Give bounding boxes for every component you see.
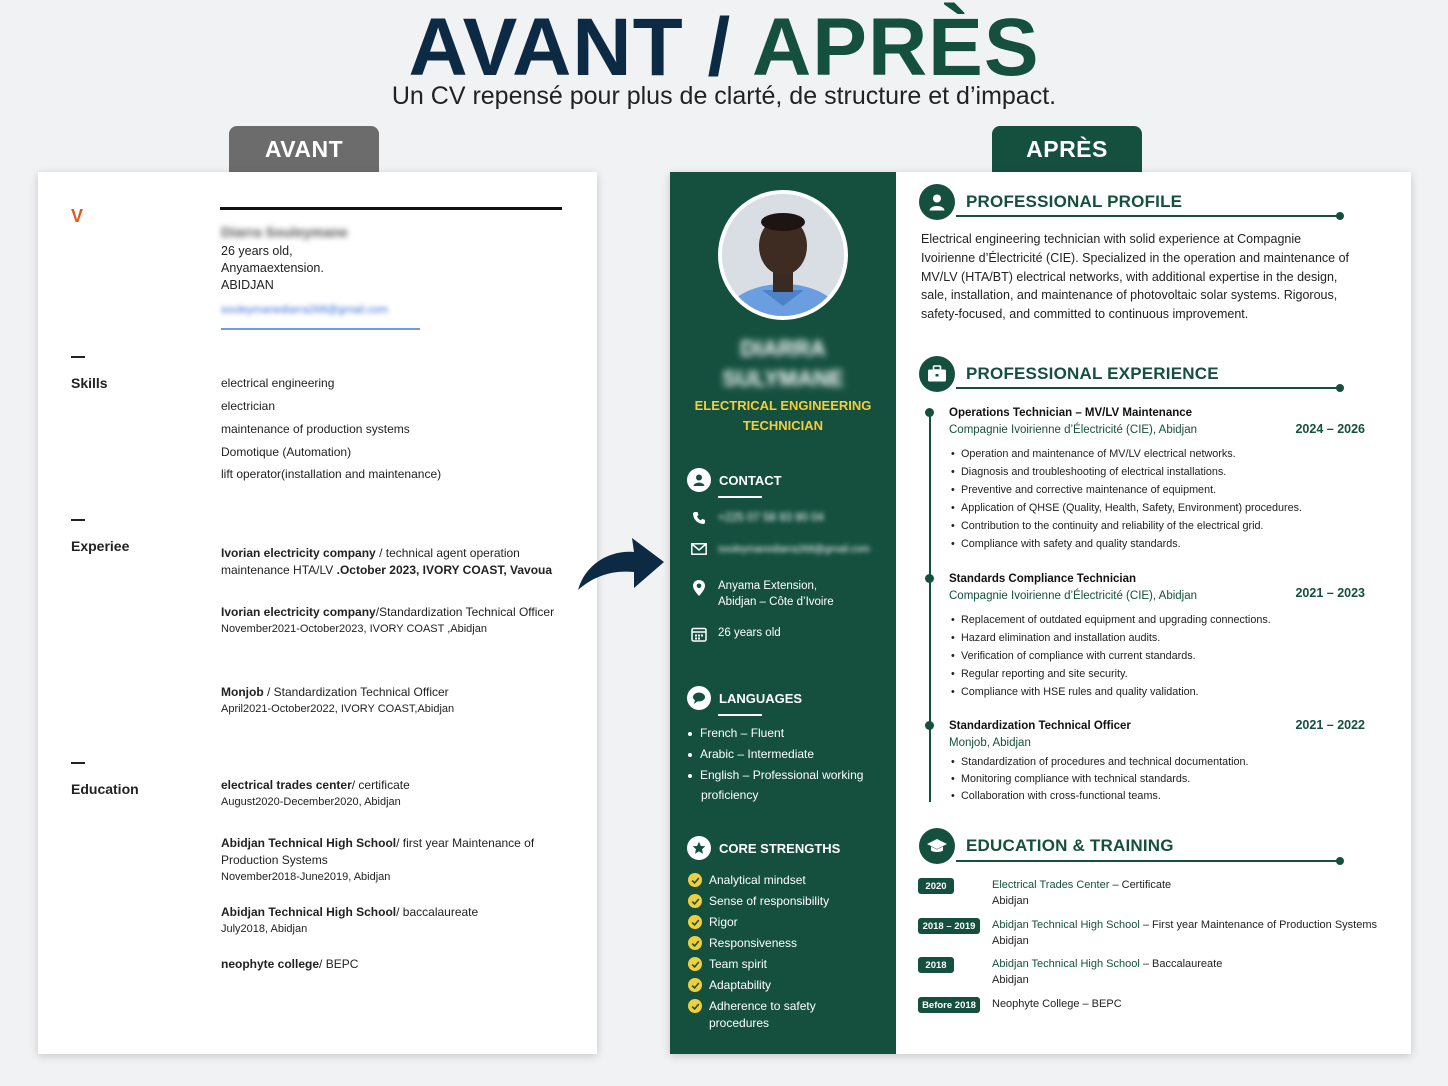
strength-item: Adherence to safety procedures	[688, 998, 888, 1032]
section-rule	[956, 215, 1340, 217]
email-underline	[221, 328, 420, 330]
skill-item: electrician	[221, 399, 276, 413]
skill-item: maintenance of production systems	[221, 422, 410, 436]
tab-before: AVANT	[229, 126, 379, 172]
top-rule	[220, 207, 562, 210]
heading-underline	[718, 714, 762, 716]
job-entry: Operations Technician – MV/LV Maintenance Compagnie Ivoirienne d’Électricité (CIE), Abidjan 2024 – 2026 • Operation and maintenance of MV/LV electrical networks. • Diagnosis and troubleshooting of electrical installations. • Preventive and corrective maintenance of equipment. • Application of QHSE (Quality, Health, Safety, Environment) procedures. • Contribution to the continuity and reliability of the electrical grid. • Compliance with safety and quality standards.	[923, 405, 1373, 553]
education-item: Before 2018 Neophyte College – BEPC	[918, 996, 1388, 1013]
strength-item: Adaptability	[688, 977, 888, 994]
cv-age: 26 years old,	[221, 244, 293, 258]
skill-item: lift operator(installation and maintenance)	[221, 467, 442, 481]
strength-item: Rigor	[688, 914, 888, 931]
cv-address: Anyamaextension.	[221, 261, 324, 275]
user-circle-icon	[919, 184, 955, 220]
experience-entry: Ivorian electricity company/Standardization Technical Officer November2021-October2023, IVORY COAST ,Abidjan	[221, 605, 555, 635]
job-entry: Standards Compliance Technician Compagnie Ivoirienne d’Électricité (CIE), Abidjan 2021 – 2023 • Replacement of outdated equipment and upgrading connections. • Hazard elimination and installation audits. • Verification of compliance with current standards. • Regular reporting and site security. • Compliance with HSE rules and quality validation.	[923, 571, 1373, 701]
mail-icon	[690, 542, 708, 558]
strengths-heading: CORE STRENGTHS	[687, 836, 840, 860]
contact-phone: +225 07 58 93 90 04	[690, 510, 824, 526]
heading-underline	[718, 496, 762, 498]
section-dash	[71, 762, 85, 764]
experience-entry: Monjob / Standardization Technical Officer April2021-October2022, IVORY COAST,Abidjan	[221, 685, 455, 715]
cv-initial: V	[71, 206, 84, 226]
check-icon	[688, 873, 702, 887]
experience-heading: PROFESSIONAL EXPERIENCE	[919, 356, 1219, 392]
cv-email: souleymanediarra268@gmail.com	[221, 304, 389, 316]
education-entry: Abidjan Technical High School/ first year Maintenance of Production Systems November2018-June2019, Abidjan	[221, 836, 535, 883]
graduation-cap-icon	[919, 828, 955, 864]
user-icon	[687, 468, 711, 492]
check-icon	[688, 936, 702, 950]
section-rule	[956, 387, 1340, 389]
check-icon	[688, 915, 702, 929]
star-icon	[687, 836, 711, 860]
education-item: 2020 Electrical Trades Center – Certificate Abidjan	[918, 877, 1388, 909]
phone-icon	[690, 510, 708, 526]
languages-heading: LANGUAGES	[687, 686, 802, 710]
skills-heading: Skills	[71, 375, 108, 391]
education-entry: neophyte college/ BEPC	[221, 957, 359, 971]
title-before: AVANT	[408, 2, 684, 93]
language-item: English – Professional working	[688, 765, 888, 785]
education-entry: electrical trades center/ certificate August2020-December2020, Abidjan	[221, 778, 410, 808]
contact-address: Anyama Extension, Abidjan – Côte d’Ivoire	[690, 578, 834, 610]
sidebar-job-title: ELECTRICAL ENGINEERING TECHNICIAN	[694, 398, 872, 433]
check-icon	[688, 978, 702, 992]
calendar-icon	[690, 625, 708, 642]
location-pin-icon	[690, 578, 708, 610]
contact-heading: CONTACT	[687, 468, 782, 492]
education-heading: EDUCATION & TRAINING	[919, 828, 1174, 864]
job-entry: Standardization Technical Officer Monjob, Abidjan 2021 – 2022 • Standardization of procedures and technical documentation. • Monitoring compliance with technical standards. • Collaboration with cross-functional teams.	[923, 718, 1373, 805]
main-title	[0, 2, 1448, 93]
education-heading: Education	[71, 781, 139, 797]
languages-list: French – Fluent Arabic – Intermediate English – Professional working proficiency	[688, 723, 888, 805]
profile-heading: PROFESSIONAL PROFILE	[919, 184, 1182, 220]
profile-text: Electrical engineering technician with solid experience at Compagnie Ivoirienne d’Électricité (CIE). Specialized in the operation and maintenance of MV/LV (HTA/BT) electrical networks, with additional expertise in the design, sale, installation, and maintenance of photovoltaic solar systems. Rigorous, safety-focused, and committed to continuous improvement.	[921, 232, 1350, 322]
briefcase-icon	[919, 356, 955, 392]
strength-item: Sense of responsibility	[688, 893, 888, 910]
check-icon	[688, 999, 702, 1013]
contact-email: souleymanediarra268@gmail.com	[690, 542, 870, 558]
skill-item: electrical engineering	[221, 376, 335, 390]
subtitle: Un CV repensé pour plus de clarté, de structure et d’impact.	[391, 82, 1057, 110]
strength-item: Team spirit	[688, 956, 888, 973]
section-dash	[71, 519, 85, 521]
strength-item: Responsiveness	[688, 935, 888, 952]
education-item: 2018 – 2019 Abidjan Technical High School – First year Maintenance of Production Systems Abidjan	[918, 917, 1388, 949]
tab-after: APRÈS	[992, 126, 1142, 172]
cv-name: Diarra Souleymane	[221, 224, 348, 240]
cv-info	[221, 243, 324, 294]
experience-entry: Ivorian electricity company / technical agent operation maintenance HTA/LV .October 2023, IVORY COAST, Vavoua	[221, 546, 553, 577]
cv-city: ABIDJAN	[221, 278, 274, 292]
title-separator: /	[707, 2, 732, 93]
check-icon	[688, 894, 702, 908]
transition-arrow-icon	[572, 528, 668, 598]
education-item: 2018 Abidjan Technical High School – Baccalaureate Abidjan	[918, 956, 1388, 988]
profile-photo	[718, 190, 848, 320]
title-after: APRÈS	[752, 2, 1040, 93]
section-dash	[71, 356, 85, 358]
education-entry: Abidjan Technical High School/ baccalaureate July2018, Abidjan	[221, 905, 479, 935]
sidebar-name: DIARRA SULYMANE	[722, 336, 844, 391]
after-cv	[670, 172, 1411, 1054]
speech-bubble-icon	[687, 686, 711, 710]
strength-item: Analytical mindset	[688, 872, 888, 889]
contact-age: 26 years old	[690, 625, 781, 642]
language-item: Arabic – Intermediate	[688, 744, 888, 764]
check-icon	[688, 957, 702, 971]
skill-item: Domotique (Automation)	[221, 445, 352, 459]
sidebar	[670, 172, 896, 1054]
before-cv	[38, 172, 597, 1054]
section-rule	[956, 860, 1340, 862]
experience-heading: Experiee	[71, 538, 130, 554]
language-item: French – Fluent	[688, 723, 888, 743]
